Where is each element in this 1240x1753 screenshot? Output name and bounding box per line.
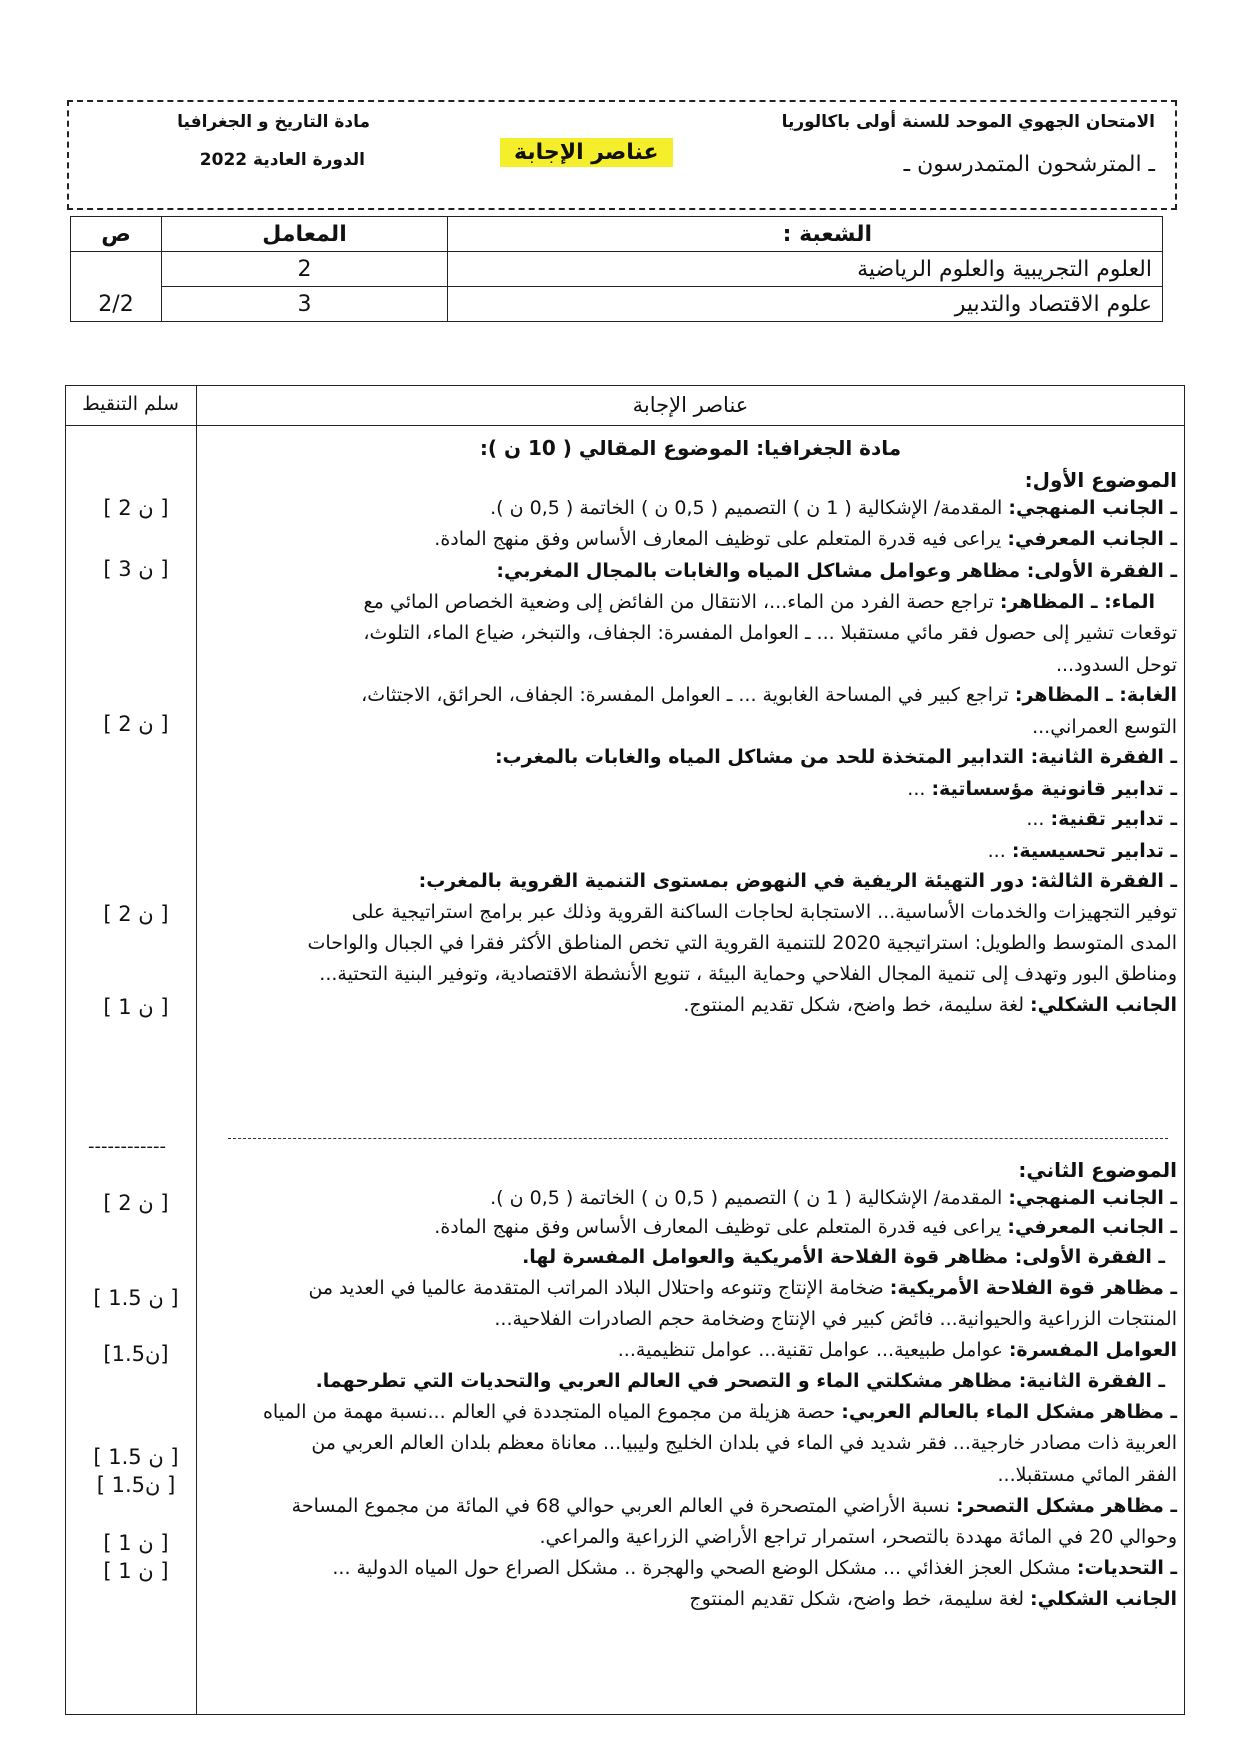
column-divider bbox=[196, 385, 197, 1715]
grading-score: [ 2 ن ] bbox=[103, 1191, 169, 1215]
answer-line-text: عوامل طبيعية... عوامل تقنية... عوامل تنظيمية... bbox=[617, 1339, 1009, 1361]
grading-column-header: سلم التنقيط bbox=[82, 393, 179, 415]
answer-line bbox=[419, 872, 1177, 891]
answer-line bbox=[539, 1528, 1177, 1547]
answer-line-text: لغة سليمة، خط واضح، شكل تقديم المنتوج bbox=[689, 1588, 1031, 1610]
answer-line-heading: الجانب الشكلي: bbox=[1030, 1588, 1177, 1610]
branch-name: علوم الاقتصاد والتدبير bbox=[448, 287, 1163, 322]
answer-line-text: ضخامة الإنتاج وتنوعه واحتلال البلاد المراتب المتقدمة عالميا في العديد من bbox=[308, 1277, 890, 1299]
grading-score: [ 1 ن ] bbox=[103, 995, 169, 1019]
answer-line-heading: الجانب الشكلي: bbox=[1030, 994, 1177, 1016]
answer-line-heading: ـ تدابير قانونية مؤسساتية: bbox=[931, 778, 1177, 800]
answer-line bbox=[434, 530, 1177, 549]
answer-line bbox=[689, 1590, 1177, 1609]
topic1-title: الموضوع الأول: bbox=[1024, 468, 1177, 492]
topic2-title: الموضوع الثاني: bbox=[1018, 1158, 1177, 1182]
answer-line-text: ... bbox=[907, 778, 932, 800]
coef-value: 3 bbox=[162, 287, 448, 322]
answer-line-heading: الماء: ـ المظاهر: bbox=[999, 591, 1155, 613]
col-branch-header: الشعبة : bbox=[448, 217, 1163, 252]
answer-line-heading: ـ تدابير تقنية: bbox=[1050, 808, 1177, 830]
answer-line-text: يراعى فيه قدرة المتعلم على توظيف المعارف الأساس وفق منهج المادة. bbox=[434, 528, 1008, 550]
answer-line-text: توحل السدود... bbox=[1055, 654, 1177, 676]
answer-line bbox=[490, 499, 1177, 518]
answer-line-text: وحوالي 20 في المائة مهددة بالتصحر، استمرار تراجع الأراضي الزراعية والمراعي. bbox=[539, 1526, 1177, 1548]
answers-column-header: عناصر الإجابة bbox=[632, 393, 749, 417]
topic-separator bbox=[228, 1138, 1168, 1139]
branch-table bbox=[70, 216, 1163, 322]
grading-score: [ 2 ن ] bbox=[103, 496, 169, 520]
answer-line-text: لغة سليمة، خط واضح، شكل تقديم المنتوج. bbox=[683, 994, 1031, 1016]
answer-line bbox=[1032, 718, 1177, 737]
answer-line-text: العربية ذات مصادر خارجية... فقر شديد في الماء في بلدان الخليج وليبيا... معاناة معظم بلدان العالم العربي من bbox=[311, 1432, 1177, 1454]
answer-line bbox=[263, 1403, 1177, 1422]
answer-line bbox=[308, 934, 1177, 953]
answer-line bbox=[998, 1466, 1177, 1485]
answer-line bbox=[316, 1372, 1165, 1391]
answer-line-heading: ـ الفقرة الثانية: التدابير المتخذة للحد من مشاكل المياه والغابات بالمغرب: bbox=[494, 746, 1177, 768]
answer-line-heading: ـ الجانب المنهجي: bbox=[1008, 497, 1177, 519]
answer-line bbox=[332, 1559, 1177, 1578]
col-page-header: ص bbox=[71, 217, 162, 252]
answer-line-heading: ـ مظاهر مشكل التصحر: bbox=[955, 1495, 1177, 1517]
answer-line bbox=[490, 1189, 1177, 1208]
coef-value: 2 bbox=[162, 252, 448, 287]
answer-line-heading: ـ الجانب المنهجي: bbox=[1008, 1187, 1177, 1209]
grading-score: [ 1.5 ن ] bbox=[93, 1445, 179, 1469]
answer-line-text: المدى المتوسط والطويل: استراتيجية 2020 للتنمية القروية التي تخص المناطق الأكثر فقرا في الجبال والواحات bbox=[307, 932, 1177, 954]
answer-line-text: الفقر المائي مستقبلا... bbox=[997, 1464, 1177, 1486]
answer-line-text: توقعات تشير إلى حصول فقر مائي مستقبلا ... ـ العوامل المفسرة: الجفاف، والتبخر، ضياع الماء، التلوث، bbox=[363, 622, 1177, 644]
answer-line-heading: ـ الفقرة الثانية: مظاهر مشكلتي الماء و التصحر في العالم العربي والتحديات التي تطرحهما. bbox=[315, 1370, 1165, 1392]
header-row-divider bbox=[65, 425, 1185, 426]
answer-line bbox=[496, 562, 1177, 581]
answer-line bbox=[522, 1248, 1165, 1267]
grading-score: [ 2 ن ] bbox=[103, 712, 169, 736]
grading-separator: ------------ bbox=[88, 1136, 166, 1157]
answer-line-heading: ـ مظاهر مشكل الماء بالعالم العربي: bbox=[841, 1401, 1177, 1423]
answer-line-heading: ـ الفقرة الثالثة: دور التهيئة الريفية في النهوض بمستوى التنمية القروية بالمغرب: bbox=[418, 870, 1177, 892]
session-label: الدورة العادية 2022 bbox=[199, 150, 365, 170]
answer-line-heading: ـ مظاهر قوة الفلاحة الأمريكية: bbox=[889, 1277, 1177, 1299]
answer-line bbox=[434, 1218, 1177, 1237]
answer-line bbox=[907, 780, 1177, 799]
grading-score: [1.5ن] bbox=[103, 1342, 169, 1366]
answer-line-text: نسبة الأراضي المتصحرة في العالم العربي حوالي 68 في المائة من مجموع المساحة bbox=[291, 1495, 956, 1517]
answer-line-text: تراجع حصة الفرد من الماء...، الانتقال من الفائض إلى وضعية الخصاص المائي مع bbox=[363, 591, 1000, 613]
grading-score: [ 1.5ن ] bbox=[96, 1473, 176, 1497]
answer-elements-title: عناصر الإجابة bbox=[500, 138, 673, 167]
answer-line-text: حصة هزيلة من مجموع المياه المتجددة في العالم ...نسبة مهمة من المياه bbox=[262, 1401, 842, 1423]
answer-line-heading: ـ الفقرة الأولى: مظاهر قوة الفلاحة الأمريكية والعوامل المفسرة لها. bbox=[522, 1246, 1165, 1268]
answer-line-text: المقدمة/ الإشكالية ( 1 ن ) التصميم ( 0,5 ن ) الخاتمة ( 0,5 ن ). bbox=[490, 497, 1009, 519]
answer-line-text: ومناطق البور وتهدف إلى تنمية المجال الفلاحي وحماية البيئة ، تنويع الأنشطة الاقتصادية، وتوفير البنية التحتية... bbox=[319, 963, 1177, 985]
answer-line bbox=[363, 624, 1177, 643]
candidates-label: ـ المترشحون المتمدرسون ـ bbox=[903, 152, 1155, 177]
answer-line bbox=[352, 903, 1177, 922]
answer-line-text: تراجع كبير في المساحة الغابوية ... ـ العوامل المفسرة: الجفاف، الحرائق، الاجتثاث، bbox=[361, 684, 1015, 706]
answer-line-heading: ـ التحديات: bbox=[1076, 1557, 1177, 1579]
answer-line-text: التوسع العمراني... bbox=[1032, 716, 1177, 738]
grading-score: [ 2 ن ] bbox=[103, 902, 169, 926]
answer-line-text: ... bbox=[987, 840, 1012, 862]
answer-line-text: توفير التجهيزات والخدمات الأساسية... الاستجابة لحاجات الساكنة القروية وذلك عبر برامج استراتيجية على bbox=[351, 901, 1177, 923]
answer-line bbox=[683, 996, 1177, 1015]
answer-line bbox=[1056, 656, 1177, 675]
answer-line-heading: ـ تدابير تحسيسية: bbox=[1011, 840, 1177, 862]
page-number: 2/2 bbox=[71, 252, 162, 322]
branch-name: العلوم التجريبية والعلوم الرياضية bbox=[448, 252, 1163, 287]
answer-line-text: ... bbox=[1026, 808, 1051, 830]
answer-line-heading: ـ الجانب المعرفي: bbox=[1007, 1216, 1177, 1238]
answer-line-text: المنتجات الزراعية والحيوانية... فائض كبير في الإنتاج وضخامة حجم الصادرات الفلاحية... bbox=[494, 1308, 1177, 1330]
grading-score: [ 3 ن ] bbox=[103, 557, 169, 581]
section-title: مادة الجغرافيا: الموضوع المقالي ( 10 ن ): bbox=[479, 436, 902, 460]
exam-title: الامتحان الجهوي الموحد للسنة أولى باكالوريا bbox=[781, 112, 1155, 132]
answer-line bbox=[361, 686, 1177, 705]
answer-line-heading: ـ الفقرة الأولى: مظاهر وعوامل مشاكل المياه والغابات بالمجال المغربي: bbox=[496, 560, 1177, 582]
answer-line-text: يراعى فيه قدرة المتعلم على توظيف المعارف الأساس وفق منهج المادة. bbox=[434, 1216, 1008, 1238]
answer-line-text: المقدمة/ الإشكالية ( 1 ن ) التصميم ( 0,5 ن ) الخاتمة ( 0,5 ن ). bbox=[490, 1187, 1009, 1209]
grading-score: [ 1.5 ن ] bbox=[93, 1286, 179, 1310]
answer-line bbox=[311, 1434, 1177, 1453]
answer-line bbox=[308, 1279, 1177, 1298]
answer-line bbox=[319, 965, 1177, 984]
subject-label: مادة التاريخ و الجغرافيا bbox=[177, 112, 370, 132]
answer-line bbox=[364, 593, 1155, 612]
answer-line-text: مشكل العجز الغذائي ... مشكل الوضع الصحي والهجرة .. مشكل الصراع حول المياه الدولية ... bbox=[332, 1557, 1077, 1579]
answer-line bbox=[988, 842, 1177, 861]
answer-line-heading: الغابة: ـ المظاهر: bbox=[1014, 684, 1177, 706]
col-coef-header: المعامل bbox=[162, 217, 448, 252]
answer-line-heading: ـ الجانب المعرفي: bbox=[1007, 528, 1177, 550]
answer-line bbox=[618, 1341, 1177, 1360]
answer-line bbox=[1026, 810, 1177, 829]
answer-line bbox=[495, 748, 1177, 767]
answer-line-heading: العوامل المفسرة: bbox=[1008, 1339, 1177, 1361]
answer-line bbox=[494, 1310, 1177, 1329]
grading-score: [ 1 ن ] bbox=[103, 1559, 169, 1583]
grading-score: [ 1 ن ] bbox=[103, 1531, 169, 1555]
answer-line bbox=[292, 1497, 1177, 1516]
